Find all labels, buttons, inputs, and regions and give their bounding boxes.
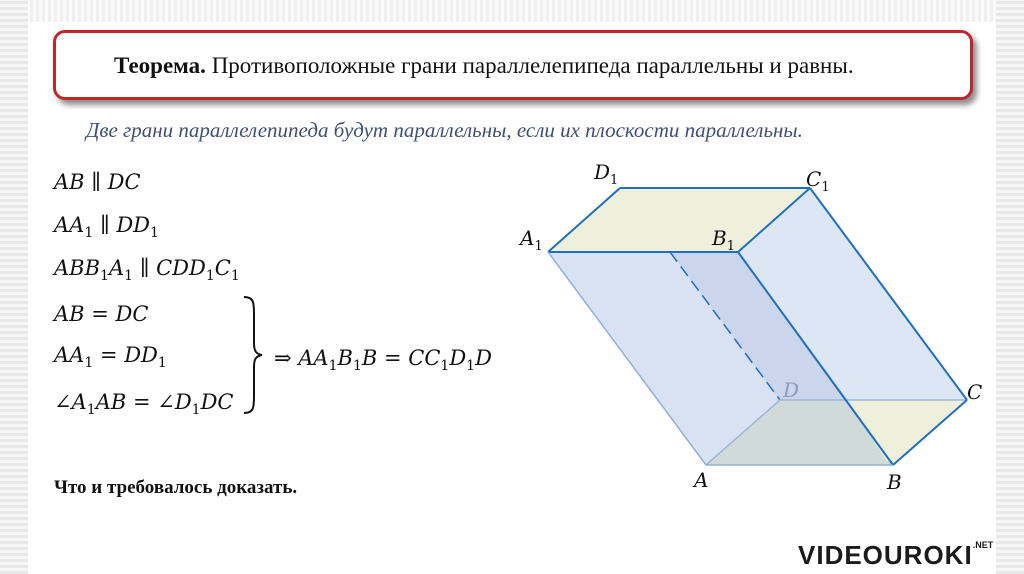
formula-sub: 1 xyxy=(86,402,96,419)
formula-sub: 1 xyxy=(191,402,201,419)
formula-sub: 1 xyxy=(84,225,94,242)
vertex-label-b xyxy=(887,470,902,494)
formula-text: ABB xyxy=(54,256,101,280)
vertex-letter: B xyxy=(712,226,727,250)
formula-sub: 1 xyxy=(352,358,362,375)
vertex-letter: D xyxy=(594,160,611,184)
formula-text: DC xyxy=(200,390,234,414)
formula-text: ∥ DD xyxy=(93,213,150,237)
vertex-letter: D xyxy=(783,378,800,402)
formula-text: B xyxy=(337,346,353,370)
formula-text: ∥ CDD xyxy=(133,256,206,280)
vertex-label-d xyxy=(783,378,799,402)
vertex-letter: A xyxy=(520,226,535,250)
vertex-sub: 1 xyxy=(726,239,735,254)
logo-suffix: .NET xyxy=(972,540,994,550)
formula-text: AA xyxy=(54,213,85,237)
formula-sub: 1 xyxy=(205,268,215,285)
formula-sub: 1 xyxy=(124,268,134,285)
formula-text: AB = ∠D xyxy=(95,390,192,414)
formula-text: D xyxy=(449,346,467,370)
formula-text: AA xyxy=(54,343,85,367)
vertex-label-b1 xyxy=(712,226,735,254)
formula-sub: 1 xyxy=(440,358,450,375)
formula-text: AB = DC xyxy=(54,302,149,326)
formula-sub: 1 xyxy=(230,268,240,285)
theorem-body: Противоположные грани параллелепипеда параллельны и равны. xyxy=(205,53,854,78)
formula-sub: 1 xyxy=(84,355,94,372)
proof-conclusion: Что и требовалось доказать. xyxy=(54,477,298,498)
formula-text: ⇒ AA xyxy=(274,346,329,370)
vertex-sub: 1 xyxy=(534,239,543,254)
formula-text: ∠A xyxy=(54,390,87,414)
formula-sub: 1 xyxy=(328,358,338,375)
vertex-sub: 1 xyxy=(610,173,619,188)
vertex-label-a1 xyxy=(520,226,543,254)
vertex-letter: C xyxy=(806,167,822,191)
vertex-letter: A xyxy=(694,468,709,492)
formula-text: = DD xyxy=(93,343,158,367)
formula-sub: 1 xyxy=(100,268,109,285)
formula-text: C xyxy=(214,256,231,280)
vertex-letter: C xyxy=(967,380,983,404)
theorem-label: Теорема. xyxy=(114,53,206,78)
formula-sub: 1 xyxy=(150,225,159,242)
formula-sub: 1 xyxy=(466,358,476,375)
vertex-letter: B xyxy=(887,470,902,494)
formula-text: B = CC xyxy=(361,346,441,370)
vertex-label-a xyxy=(694,468,708,492)
formula-text: D xyxy=(475,346,492,370)
vertex-label-d1 xyxy=(594,160,618,188)
vertex-label-c xyxy=(967,380,982,404)
videouroki-logo xyxy=(798,540,993,571)
formula-text: A xyxy=(108,256,125,280)
logo-text: VIDEOUROKI xyxy=(798,540,973,570)
formula-sub: 1 xyxy=(157,355,167,372)
subtitle: Две грани параллелепипеда будут параллельны, если их плоскости параллельны. xyxy=(86,118,803,142)
formula-text: AB ∥ DC xyxy=(54,170,141,194)
vertex-sub: 1 xyxy=(821,180,830,195)
vertex-label-c1 xyxy=(806,167,830,195)
